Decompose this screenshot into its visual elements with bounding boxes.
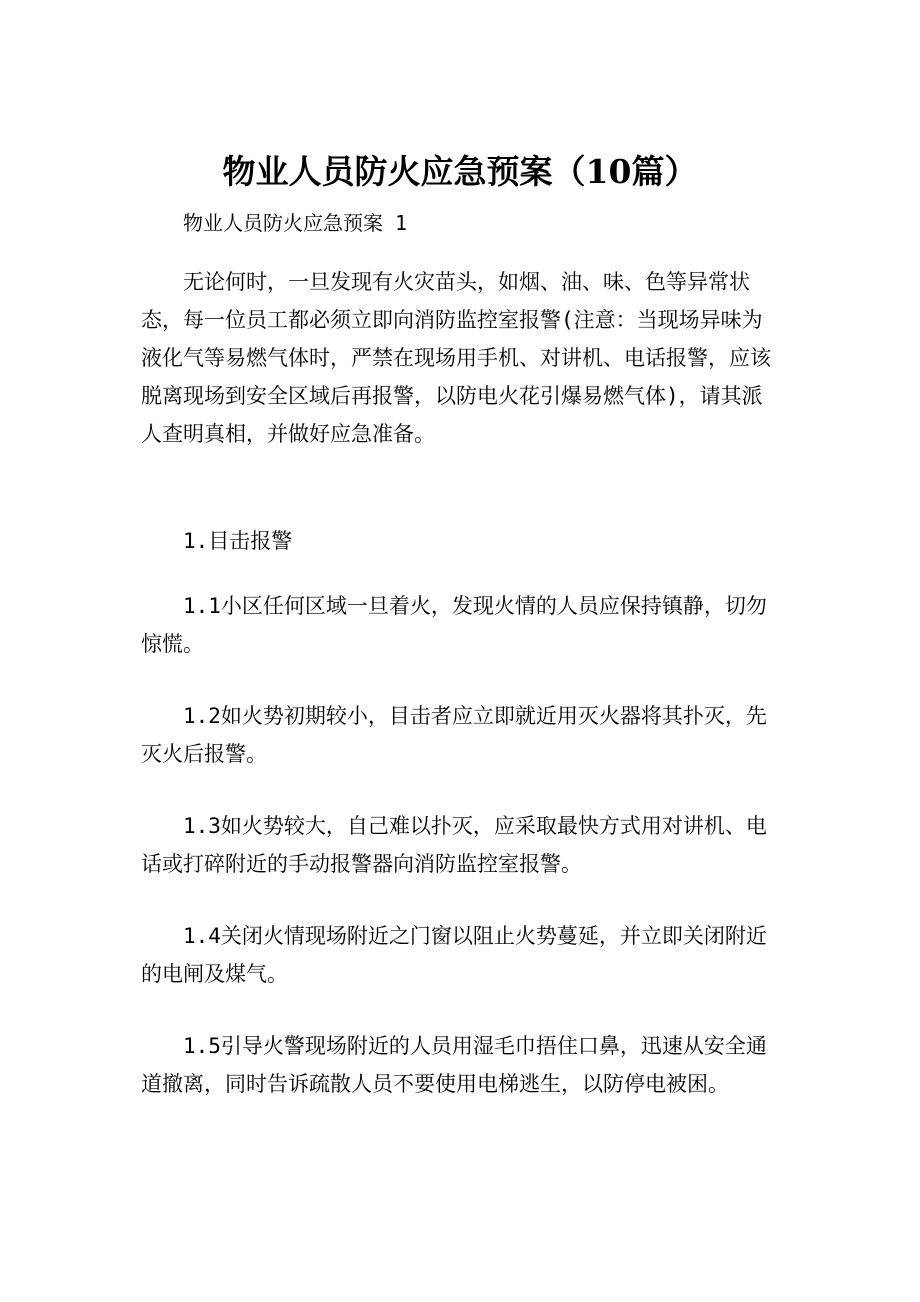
- paragraph-heading-1: 1.目击报警: [183, 529, 293, 553]
- paragraph-1-4: 1.4关闭火情现场附近之门窗以阻止火势蔓延，并立即关闭附近的电闸及煤气。: [141, 924, 767, 986]
- section-heading: 物业人员防火应急预案 1: [183, 211, 408, 235]
- paragraph-1-2: 1.2如火势初期较小，目击者应立即就近用灭火器将其扑灭，先灭火后报警。: [141, 704, 767, 766]
- document-title: 物业人员防火应急预案（10篇）: [222, 152, 698, 191]
- paragraph-intro: 无论何时，一旦发现有火灾苗头，如烟、油、味、色等异常状态，每一位员工都必须立即向消防监控室报警(注意：当现场异味为液化气等易燃气体时，严禁在现场用手机、对讲机、电话报警，应该脱离现场到安全区域后再报警，以防电火花引爆易燃气体)，请其派人查明真相，并做好应急准备。: [141, 270, 771, 446]
- paragraph-1-5: 1.5引导火警现场附近的人员用湿毛巾捂住口鼻，迅速从安全通道撤离，同时告诉疏散人员不要使用电梯逃生，以防停电被困。: [141, 1034, 767, 1096]
- paragraph-1-3: 1.3如火势较大，自己难以扑灭，应采取最快方式用对讲机、电话或打碎附近的手动报警器向消防监控室报警。: [141, 814, 767, 876]
- paragraph-1-1: 1.1小区任何区域一旦着火，发现火情的人员应保持镇静，切勿惊慌。: [141, 594, 767, 656]
